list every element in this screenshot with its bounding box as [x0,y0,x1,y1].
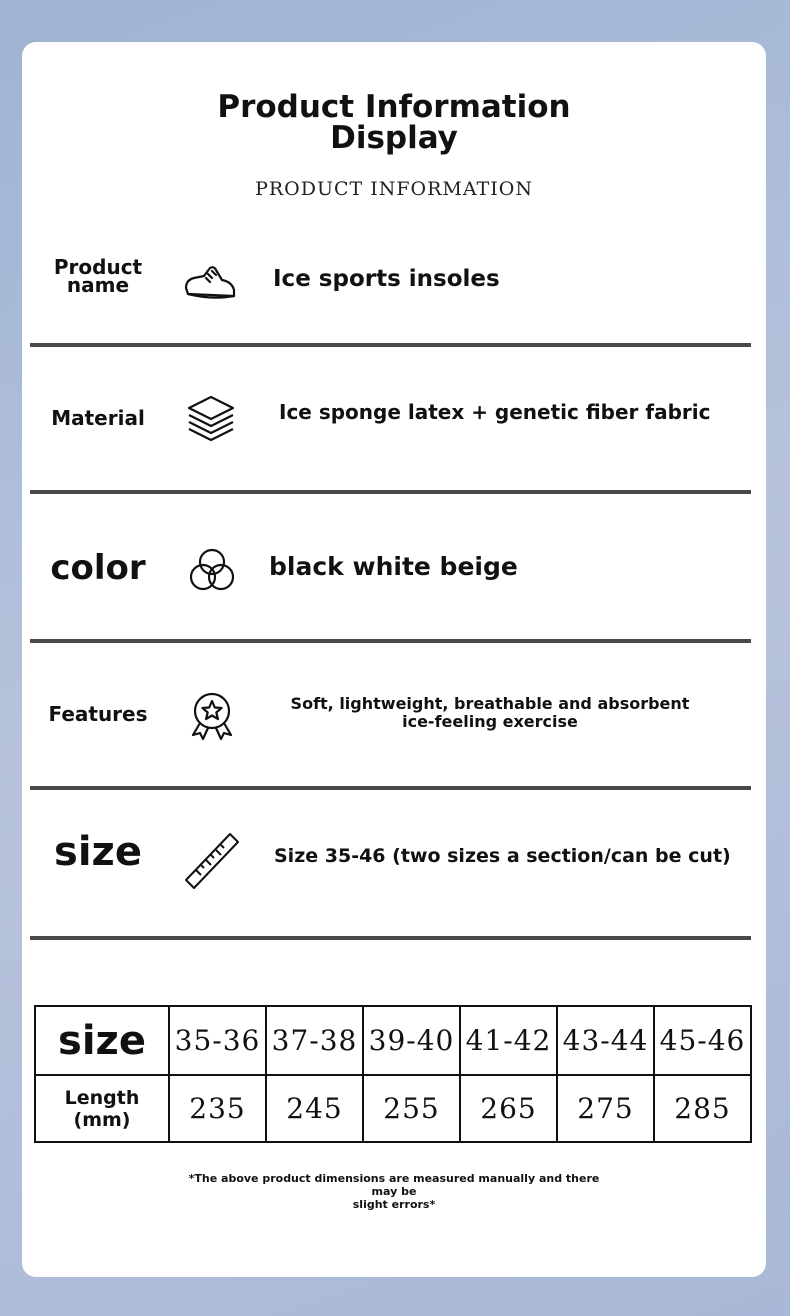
table-header-size: size [35,1006,169,1075]
row-label: size [54,829,142,875]
title-line-1: Product Information [217,89,571,125]
size-cell: 37-38 [266,1006,363,1075]
size-cell: 41-42 [460,1006,557,1075]
table-row [35,1006,751,1075]
info-card [22,42,766,1277]
row-label: Features [48,702,148,726]
size-cell: 43-44 [557,1006,654,1075]
size-table [34,1005,752,1143]
row-value: Size 35-46 (two sizes a section/can be cut) [274,845,731,867]
value-line-2: ice-feeling exercise [402,712,578,731]
divider [30,343,751,347]
note-line-2: slight errors* [352,1198,436,1211]
table-row [35,1075,751,1142]
note-line-1: *The above product dimensions are measured manually and there may be [188,1172,600,1198]
page-title [22,89,766,156]
page-subtitle: PRODUCT INFORMATION [255,178,533,200]
divider [30,639,751,643]
size-cell: 35-36 [169,1006,266,1075]
layers-icon [183,391,239,447]
row-label: color [50,548,146,588]
row-label [42,255,154,297]
length-cell: 235 [169,1075,266,1142]
sneaker-icon [182,254,238,310]
length-cell: 275 [557,1075,654,1142]
length-cell: 255 [363,1075,460,1142]
ruler-icon [182,830,242,890]
circles-icon [184,544,240,600]
table-header-length: Length (mm) [35,1075,169,1142]
divider [30,490,751,494]
disclaimer-note [182,1172,606,1211]
row-value [270,695,710,731]
row-label: Material [51,406,145,430]
divider [30,936,751,940]
award-star-icon [184,687,240,743]
size-cell: 39-40 [363,1006,460,1075]
title-line-2: Display [330,120,458,156]
row-value: Ice sponge latex + genetic fiber fabric [279,400,711,424]
size-cell: 45-46 [654,1006,751,1075]
divider [30,786,751,790]
length-cell: 265 [460,1075,557,1142]
label-line-2: name [66,273,130,297]
label-line-1: Product [53,255,143,279]
row-value: black white beige [269,552,518,581]
length-cell: 245 [266,1075,363,1142]
value-line-1: Soft, lightweight, breathable and absorbent [290,694,690,713]
row-value: Ice sports insoles [273,266,500,292]
length-cell: 285 [654,1075,751,1142]
